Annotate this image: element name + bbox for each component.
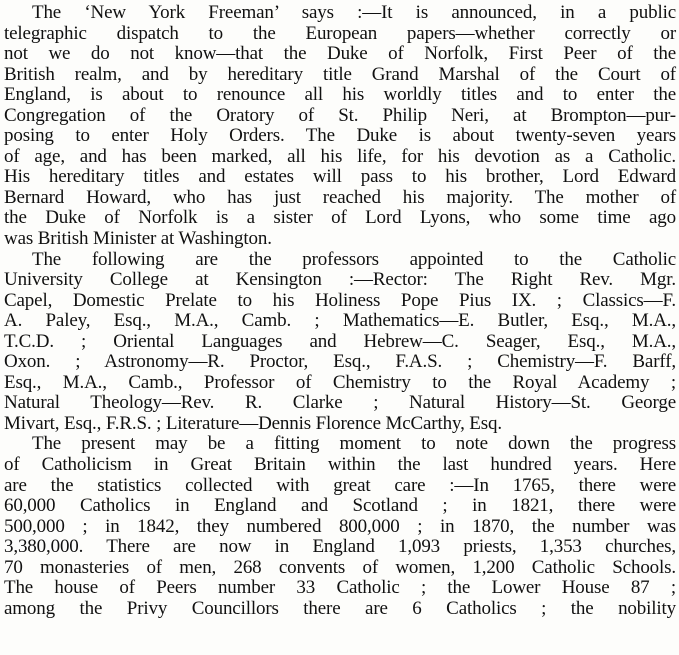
text-line: the Duke of Norfolk is a sister of Lord Lyons, who some time ago [4, 207, 676, 229]
paragraph-duke-of-norfolk [4, 3, 676, 250]
text-line: telegraphic dispatch to the European papers—whether correctly or [4, 22, 676, 44]
text-line: posing to enter Holy Orders. The Duke is about twenty-seven years [4, 125, 676, 147]
text-line: was British Minister at Washington. [4, 228, 272, 250]
text-line: A. Paley, Esq., M.A., Camb. ; Mathematics—E. Butler, Esq., M.A., [4, 310, 676, 332]
text-line: England, is about to renounce all his worldly titles and to enter the [4, 84, 676, 106]
paragraph-professors [4, 250, 676, 435]
text-line: Natural Theology—Rev. R. Clarke ; Natural History—St. George [4, 392, 676, 414]
text-line: British realm, and by hereditary title Grand Marshal of the Court of [4, 63, 676, 85]
text-line: are the statistics collected with great care :—In 1765, there were [4, 474, 676, 496]
text-line: Congregation of the Oratory of St. Philip Neri, at Brompton—pur- [4, 104, 676, 126]
text-line: T.C.D. ; Oriental Languages and Hebrew—C. Seager, Esq., M.A., [4, 330, 676, 352]
text-line: of age, and has been marked, all his life, for his devotion as a Catholic. [4, 145, 676, 167]
text-line: The house of Peers number 33 Catholic ; the Lower House 87 ; [4, 577, 676, 599]
text-line: not we do not know—that the Duke of Norfolk, First Peer of the [4, 43, 676, 65]
text-line: 500,000 ; in 1842, they numbered 800,000 ; in 1870, the number was [4, 515, 676, 537]
text-line: 60,000 Catholics in England and Scotland ; in 1821, there were [4, 495, 676, 517]
text-line: Mivart, Esq., F.R.S. ; Literature—Dennis Florence McCarthy, Esq. [4, 412, 502, 434]
text-line: 3,380,000. There are now in England 1,093 priests, 1,353 churches, [4, 536, 676, 558]
text-line: The following are the professors appointed to the Catholic [32, 248, 676, 270]
text-line: among the Privy Councillors there are 6 Catholics ; the nobility [4, 597, 676, 619]
text-line: Esq., M.A., Camb., Professor of Chemistry to the Royal Academy ; [4, 371, 676, 393]
text-line: His hereditary titles and estates will pass to his brother, Lord Edward [4, 166, 676, 188]
text-line: The present may be a fitting moment to note down the progress [32, 433, 676, 455]
text-line: University College at Kensington :—Rector: The Right Rev. Mgr. [4, 269, 676, 291]
text-line: 70 monasteries of men, 268 convents of women, 1,200 Catholic Schools. [4, 556, 676, 578]
paragraph-statistics [4, 434, 676, 619]
text-line: Capel, Domestic Prelate to his Holiness Pope Pius IX. ; Classics—F. [4, 289, 676, 311]
text-line: The ‘New York Freeman’ says :—It is announced, in a public [32, 2, 676, 23]
text-line: Oxon. ; Astronomy—R. Proctor, Esq., F.A.S. ; Chemistry—F. Barff, [4, 351, 676, 373]
text-line: Bernard Howard, who has just reached his majority. The mother of [4, 186, 676, 208]
text-line: of Catholicism in Great Britain within the last hundred years. Here [4, 454, 676, 476]
article-column [4, 3, 676, 619]
